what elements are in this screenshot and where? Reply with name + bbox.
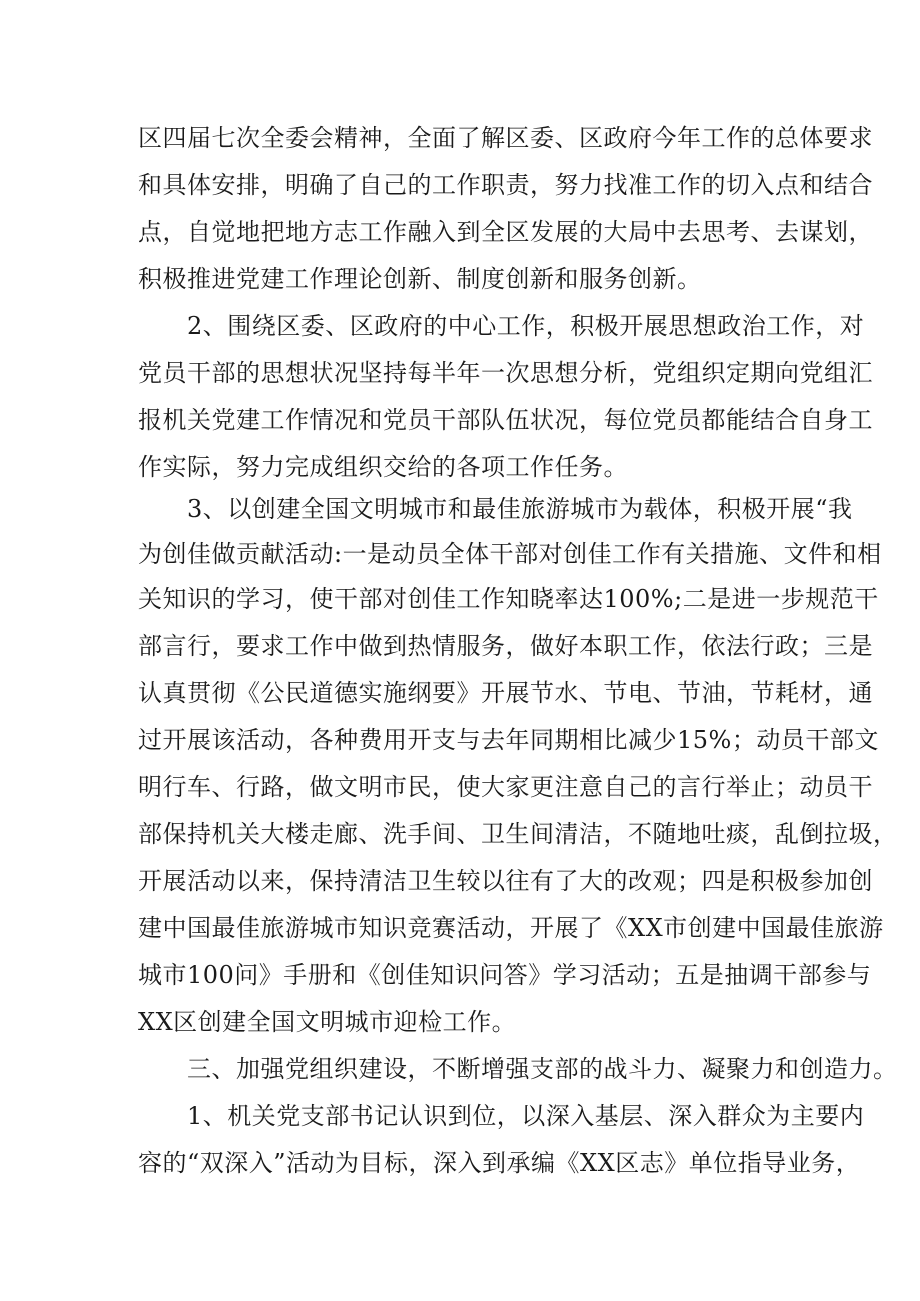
text-line: 部言行，要求工作中做到热情服务，做好本职工作，依法行政；三是 (138, 632, 873, 660)
paragraph-start-line: 1、机关党支部书记认识到位，以深入基层、深入群众为主要内 (187, 1102, 865, 1130)
text-line: 区四届七次全委会精神，全面了解区委、区政府今年工作的总体要求 (138, 124, 873, 152)
text-line: 为创佳做贡献活动:一是动员全体干部对创佳工作有关措施、文件和相 (138, 540, 882, 568)
text-line: 过开展该活动，各种费用开支与去年同期相比减少15%；动员干部文 (138, 726, 879, 754)
paragraph-start-line: 2、围绕区委、区政府的中心工作，积极开展思想政治工作，对 (187, 312, 865, 340)
text-line: 认真贯彻《公民道德实施纲要》开展节水、节电、节油，节耗材，通 (138, 679, 873, 707)
text-line: 开展活动以来，保持清洁卫生较以往有了大的改观；四是积极参加创 (138, 867, 873, 895)
text-line: 报机关党建工作情况和党员干部队伍状况，每位党员都能结合自身工 (138, 406, 873, 434)
text-line: 明行车、行路，做文明市民，使大家更注意自己的言行举止；动员干 (138, 773, 873, 801)
text-line: 建中国最佳旅游城市知识竞赛活动，开展了《XX市创建中国最佳旅游 (138, 914, 884, 942)
paragraph-start-line: 3、以创建全国文明城市和最佳旅游城市为载体，积极开展“我 (187, 495, 853, 523)
text-line: 容的“双深入”活动为目标，深入到承编《XX区志》单位指导业务， (138, 1149, 861, 1177)
paragraph-end-line: XX区创建全国文明城市迎检工作。 (138, 1008, 517, 1036)
section-heading: 三、加强党组织建设，不断增强支部的战斗力、凝聚力和创造力。 (187, 1055, 898, 1083)
text-line: 点，自觉地把地方志工作融入到全区发展的大局中去思考、去谋划， (138, 218, 873, 246)
text-line: 关知识的学习，使干部对创佳工作知晓率达100%;二是进一步规范干 (138, 585, 879, 613)
text-line: 党员干部的思想状况坚持每半年一次思想分析，党组织定期向党组汇 (138, 359, 873, 387)
text-line: 和具体安排，明确了自己的工作职责，努力找准工作的切入点和结合 (138, 171, 873, 199)
text-line: 城市100问》手册和《创佳知识问答》学习活动；五是抽调干部参与 (138, 961, 872, 989)
text-line: 部保持机关大楼走廊、洗手间、卫生间清洁，不随地吐痰，乱倒拉圾， (138, 820, 898, 848)
paragraph-end-line: 作实际，努力完成组织交给的各项工作任务。 (138, 453, 628, 481)
paragraph-end-line: 积极推进党建工作理论创新、制度创新和服务创新。 (138, 265, 702, 293)
